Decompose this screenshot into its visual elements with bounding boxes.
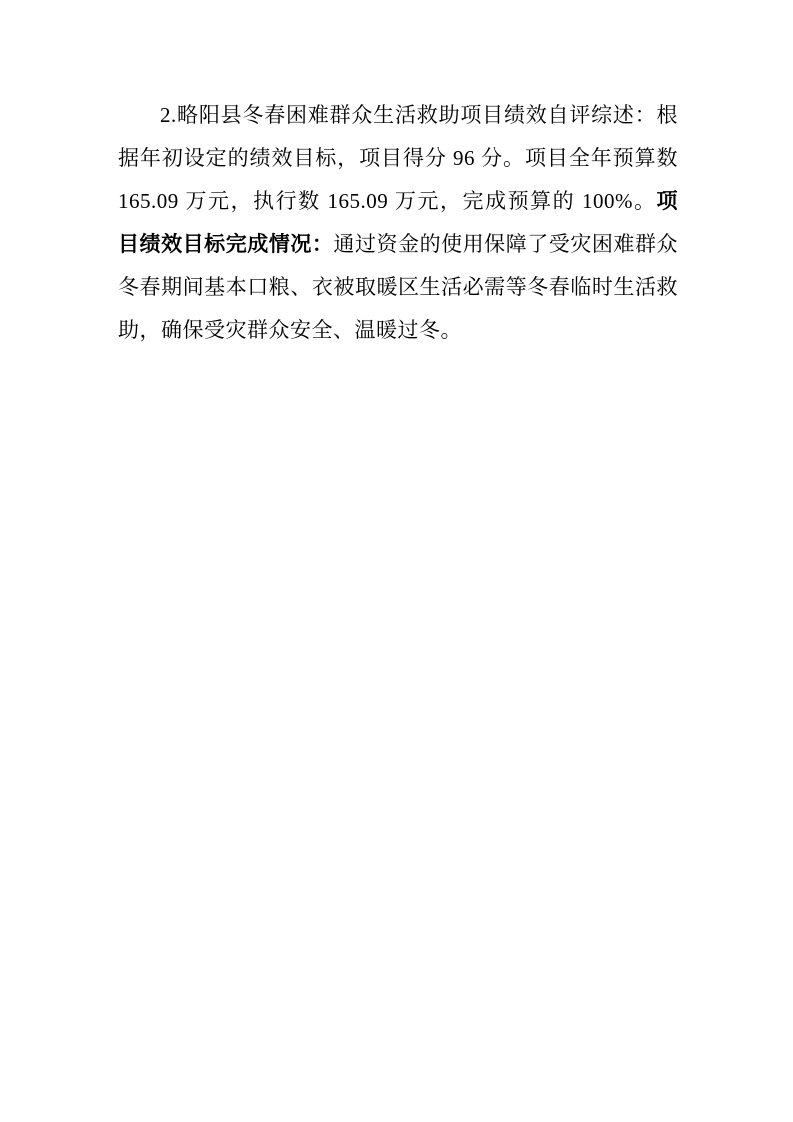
paragraph-tail-text: 通过资金的使用保障了受灾困难群众冬春期间基本口粮、衣被取暖区生活必需等冬春临时生活救助，确保受灾群众安全、温暖过冬。 bbox=[118, 232, 679, 342]
self-evaluation-paragraph bbox=[118, 94, 678, 352]
paragraph-lead-text: 2.略阳县冬春困难群众生活救助项目绩效自评综述：根据年初设定的绩效目标，项目得分 96 分。项目全年预算数 165.09 万元，执行数 165.09 万元，完成预算的 100%。 bbox=[118, 103, 678, 213]
paragraph-bold-label: 项目绩效目标完成情况： bbox=[118, 189, 678, 256]
